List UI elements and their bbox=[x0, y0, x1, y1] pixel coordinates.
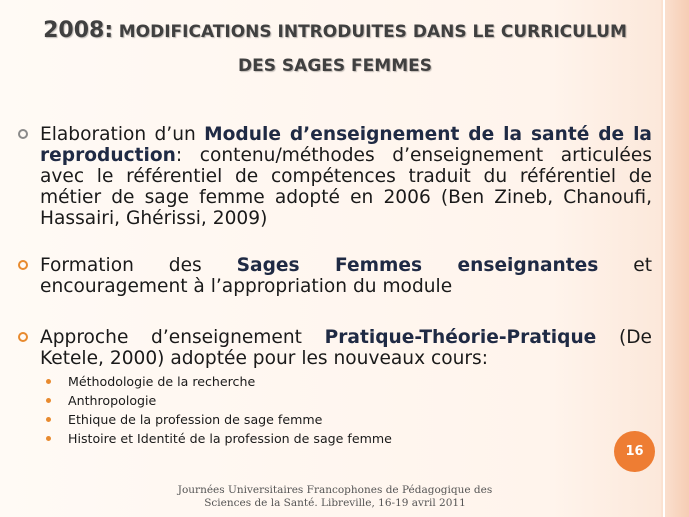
bullet-text-pre: Formation des bbox=[40, 255, 237, 276]
bullet-text-pre: Elaboration d’un bbox=[40, 124, 205, 145]
slide-content bbox=[16, 124, 652, 448]
title-text: MODIFICATIONS INTRODUITES DANS LE CURRICULUM DES SAGES FEMMES bbox=[118, 22, 627, 76]
right-decorative-band bbox=[661, 0, 689, 517]
dot-bullet-icon bbox=[46, 398, 51, 403]
sub-bullet-text: Histoire et Identité de la profession de sage femme bbox=[68, 431, 392, 446]
footer-line-2: Sciences de la Santé. Libreville, 16-19 avril 2011 bbox=[204, 497, 466, 509]
slide-footer bbox=[120, 484, 550, 510]
bullet-text-post: : contenu/méthodes d’enseignement articulées avec le référentiel de compétences traduit du référentiel de métier de sage femme adopté en 2006 (Ben Zineb, Chanoufi, Hassairi, Ghérissi, 2009) bbox=[40, 145, 652, 229]
bullet-text-post: (De Ketele, 2000) adoptée pour les nouveaux cours: bbox=[40, 327, 652, 369]
sub-bullet-item bbox=[46, 429, 652, 448]
bullet-module bbox=[16, 124, 652, 229]
bullet-highlight: Module d’enseignement de la santé de la reproduction bbox=[40, 124, 652, 166]
sub-bullet-text: Anthropologie bbox=[68, 393, 157, 408]
sub-bullet-text: Méthodologie de la recherche bbox=[68, 374, 256, 389]
dot-bullet-icon bbox=[46, 417, 51, 422]
bullet-text-pre: Approche d’enseignement bbox=[40, 327, 325, 348]
dot-bullet-icon bbox=[46, 436, 51, 441]
hollow-circle-bullet-icon bbox=[18, 129, 28, 139]
page-number-badge: 16 bbox=[614, 431, 655, 472]
sub-bullet-text: Ethique de la profession de sage femme bbox=[68, 412, 323, 427]
sub-bullet-list bbox=[16, 372, 652, 448]
title-year: 2008: bbox=[43, 18, 114, 43]
slide-title bbox=[30, 14, 640, 83]
bullet-approche bbox=[16, 327, 652, 369]
sub-bullet-item bbox=[46, 410, 652, 429]
sub-bullet-item bbox=[46, 372, 652, 391]
sub-bullet-item bbox=[46, 391, 652, 410]
bullet-text-post: et encouragement à l’appropriation du module bbox=[40, 255, 653, 297]
hollow-circle-bullet-icon bbox=[18, 260, 28, 270]
bullet-text bbox=[40, 255, 652, 297]
bullet-text bbox=[40, 124, 652, 229]
bullet-text bbox=[40, 327, 652, 369]
hollow-circle-bullet-icon bbox=[18, 332, 28, 342]
dot-bullet-icon bbox=[46, 379, 51, 384]
bullet-highlight: Pratique-Théorie-Pratique bbox=[324, 327, 597, 348]
footer-line-1: Journées Universitaires Francophones de Pédagogique des bbox=[177, 484, 493, 496]
bullet-highlight: Sages Femmes enseignantes bbox=[236, 255, 599, 276]
bullet-formation bbox=[16, 255, 652, 297]
right-decorative-line bbox=[663, 0, 665, 517]
